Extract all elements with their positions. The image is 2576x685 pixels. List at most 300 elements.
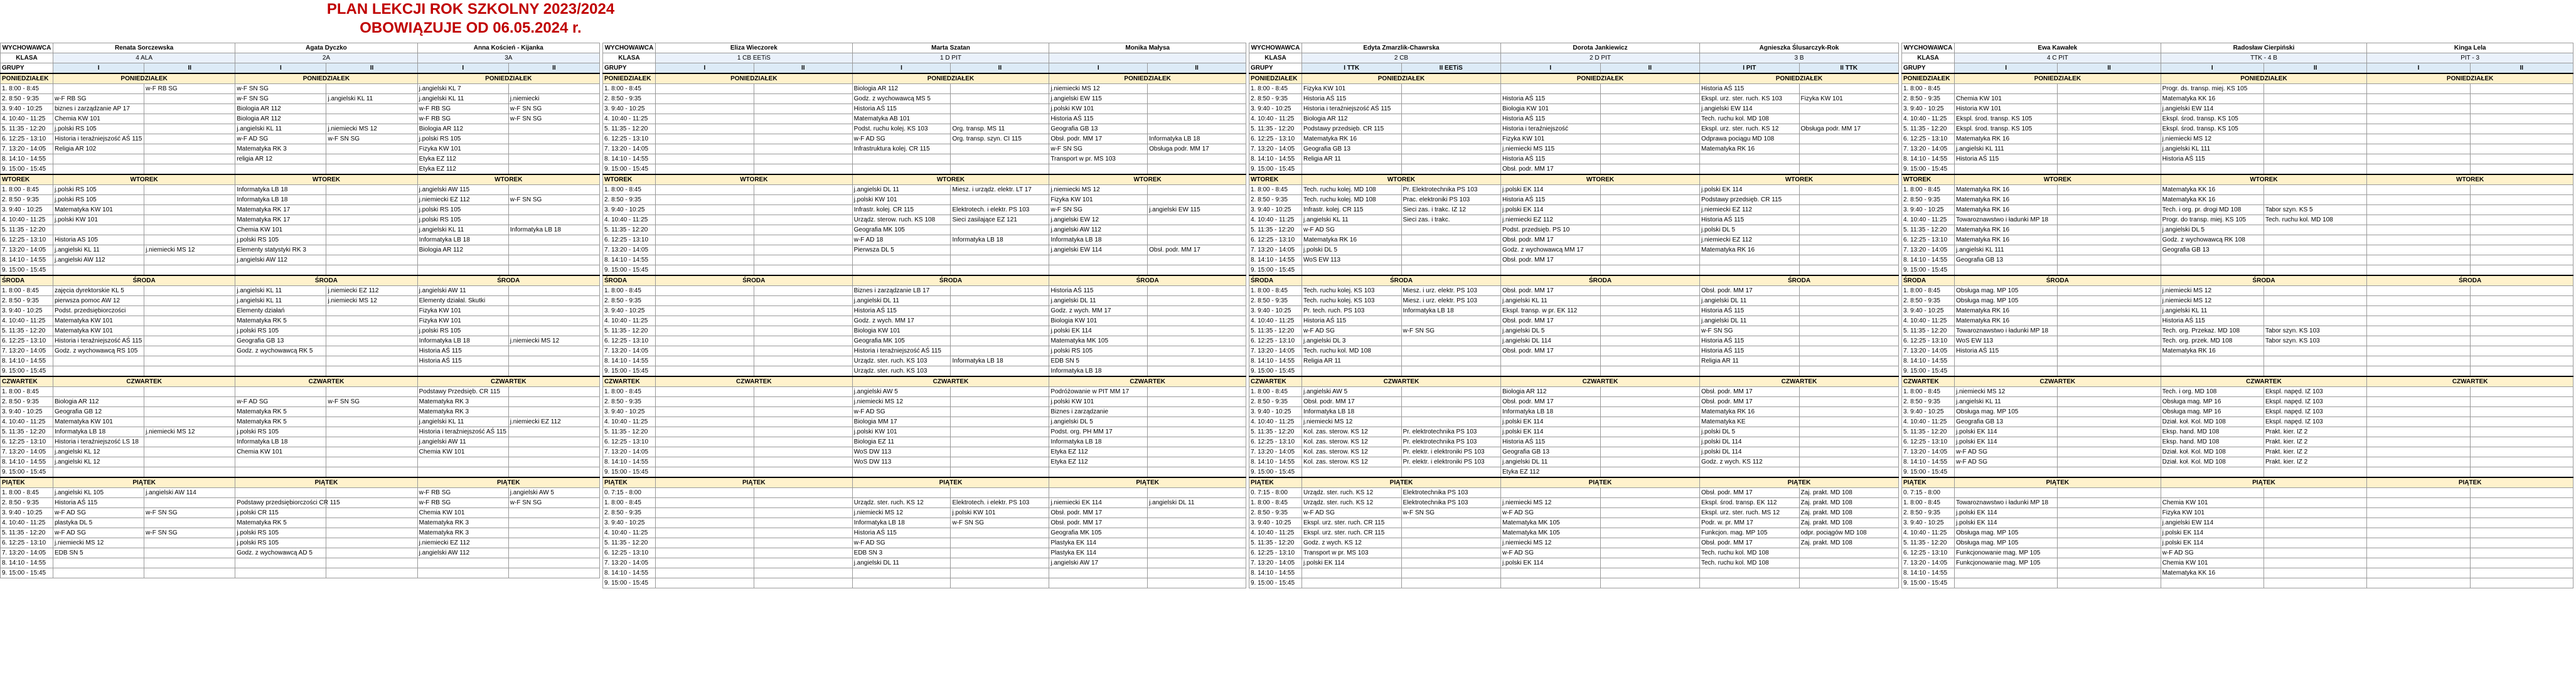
period-time: 7. 13:20 - 14:05 (1249, 558, 1302, 568)
lesson-cell (754, 245, 852, 255)
lesson-cell (144, 548, 235, 558)
lesson-row (1902, 346, 2573, 356)
lesson-cell: j.angielski KL 12 (53, 447, 144, 457)
period-time: 7. 13:20 - 14:05 (1249, 346, 1302, 356)
lesson-cell: Historia AŚ 115 (1955, 154, 2058, 164)
lesson-cell (754, 437, 852, 447)
lesson-cell (2367, 185, 2470, 195)
lesson-cell (144, 104, 235, 114)
lesson-cell: Urządz. ster. ruch. KS 103 (852, 356, 951, 366)
lesson-cell: j.polski KW 101 (852, 427, 951, 437)
lesson-cell (1148, 265, 1246, 276)
period-time: 8. 14:10 - 14:55 (603, 457, 656, 467)
lesson-cell: Ekspl. napęd. IZ 103 (2263, 407, 2366, 417)
lesson-cell (1401, 558, 1501, 568)
lesson-cell (508, 568, 599, 578)
lesson-cell (852, 578, 951, 588)
lesson-cell: j.niemiecki EZ 112 (1501, 215, 1601, 225)
lesson-cell (951, 427, 1049, 437)
lesson-cell (2367, 518, 2470, 528)
lesson-cell: j.angielski KL 111 (1955, 245, 2058, 255)
lesson-row (603, 457, 1246, 467)
lesson-row (1902, 548, 2573, 558)
day-name: PONIEDZIAŁEK (417, 73, 599, 84)
period-time: 9. 15:00 - 15:45 (1, 467, 53, 478)
lesson-row (1, 296, 600, 306)
lesson-row (603, 84, 1246, 94)
lesson-row (603, 417, 1246, 427)
lesson-cell (2161, 164, 2263, 175)
lesson-cell: Org. transp. szyn. CI 115 (951, 134, 1049, 144)
lesson-cell: Zaj. prakt. MD 108 (1799, 498, 1899, 508)
lesson-cell: j.angielski AW 11 (417, 286, 508, 296)
period-time: 1. 8:00 - 8:45 (1, 387, 53, 397)
lesson-cell: Urządz. sterow. ruch. KS 108 (852, 215, 951, 225)
groups-row (1902, 63, 2573, 74)
lesson-cell (951, 437, 1049, 447)
lesson-cell: j.polski KW 101 (951, 508, 1049, 518)
lesson-cell (1600, 235, 1700, 245)
period-time: 3. 9:40 - 10:25 (1902, 306, 1955, 316)
period-time: 6. 12:25 - 13:10 (1902, 437, 1955, 447)
lesson-cell: Informatyka LB 18 (1049, 235, 1148, 245)
period-time: 2. 8:50 - 9:35 (1902, 94, 1955, 104)
lesson-cell (2058, 306, 2161, 316)
lesson-cell (144, 316, 235, 326)
lesson-row (1249, 387, 1899, 397)
period-time: 6. 12:25 - 13:10 (603, 437, 656, 447)
lesson-cell: j.niemiecki MS 12 (1955, 387, 2058, 397)
lesson-row (1902, 255, 2573, 265)
period-time: 8. 14:10 - 14:55 (1, 255, 53, 265)
lesson-row (1902, 518, 2573, 528)
period-time: 2. 8:50 - 9:35 (1249, 94, 1302, 104)
lesson-row (1902, 568, 2573, 578)
lesson-cell (754, 286, 852, 296)
lesson-row (1902, 114, 2573, 124)
lesson-cell: Biologia AR 112 (235, 104, 326, 114)
lesson-cell (754, 235, 852, 245)
lesson-cell: Funkcjonowanie mag. MP 105 (1955, 558, 2058, 568)
lesson-cell: Etyka EZ 112 (417, 164, 508, 175)
lesson-cell (1600, 94, 1700, 104)
day-name: WTOREK (1302, 174, 1501, 185)
lesson-cell: Prakt. kier. IZ 2 (2263, 427, 2366, 437)
lesson-cell: Historia i teraźniejszość (1501, 124, 1601, 134)
lesson-row (1902, 144, 2573, 154)
lesson-cell: Ekspl. napęd. IZ 103 (2263, 417, 2366, 427)
period-time: 2. 8:50 - 9:35 (603, 195, 656, 205)
lesson-row (1902, 104, 2573, 114)
day-name: WTOREK (852, 174, 1049, 185)
lesson-row (1249, 265, 1899, 276)
lesson-cell (2367, 558, 2470, 568)
lesson-cell: j.niemiecki MS 12 (144, 245, 235, 255)
lesson-cell (951, 336, 1049, 346)
lesson-cell (1799, 154, 1899, 164)
day-header-row (1902, 174, 2573, 185)
lesson-cell (951, 457, 1049, 467)
lesson-cell (1600, 437, 1700, 447)
lesson-cell (951, 245, 1049, 255)
lesson-cell (1600, 144, 1700, 154)
lesson-cell (2367, 467, 2470, 478)
group-label: II (2470, 63, 2573, 74)
lesson-cell (2367, 225, 2470, 235)
lesson-cell: Biologia AR 112 (1501, 387, 1601, 397)
lesson-cell (656, 286, 754, 296)
lesson-cell: Matematyka RK 16 (2161, 346, 2263, 356)
lesson-cell (656, 235, 754, 245)
lesson-cell (1401, 225, 1501, 235)
lesson-row (1249, 558, 1899, 568)
period-time: 8. 14:10 - 14:55 (1249, 568, 1302, 578)
lesson-cell (235, 568, 326, 578)
lesson-cell (2470, 154, 2573, 164)
lesson-cell (2263, 558, 2366, 568)
lesson-cell (144, 397, 235, 407)
lesson-row (1, 316, 600, 326)
lesson-cell (1600, 104, 1700, 114)
lesson-cell (2367, 387, 2470, 397)
lesson-cell: Kol. zas. sterow. KS 12 (1302, 427, 1402, 437)
lesson-cell (1401, 397, 1501, 407)
lesson-cell: Podst. org. PH MM 17 (1049, 427, 1148, 437)
lesson-cell: Dział. koł. Kol. MD 108 (2161, 457, 2263, 467)
lesson-cell (2367, 134, 2470, 144)
class-name: 1 CB EETiS (656, 53, 853, 63)
day-name: CZWARTEK (1302, 376, 1501, 387)
period-time: 4. 10:40 - 11:25 (1249, 528, 1302, 538)
timetable-grid (1249, 43, 1899, 588)
lesson-cell (2367, 286, 2470, 296)
period-time: 3. 9:40 - 10:25 (1249, 407, 1302, 417)
lesson-cell (1799, 467, 1899, 478)
lesson-cell: j.angielski DL 11 (1700, 296, 1800, 306)
lesson-cell: j.polski RS 105 (235, 427, 326, 437)
lesson-cell (951, 346, 1049, 356)
period-time: 2. 8:50 - 9:35 (1249, 296, 1302, 306)
day-name: PONIEDZIAŁEK (603, 73, 656, 84)
lesson-cell: j.polski EK 114 (1955, 508, 2058, 518)
lesson-cell (1401, 538, 1501, 548)
lesson-cell: j.niemiecki MS 12 (326, 296, 417, 306)
day-header-row (1, 275, 600, 286)
lesson-cell (2263, 104, 2366, 114)
lesson-row (603, 104, 1246, 114)
lesson-cell (326, 538, 417, 548)
lesson-cell (754, 447, 852, 457)
lesson-cell (2367, 94, 2470, 104)
lesson-row (1902, 265, 2573, 276)
lesson-row (1, 568, 600, 578)
lesson-cell (754, 225, 852, 235)
lesson-cell: Podstawy Przedsięb. CR 115 (417, 387, 508, 397)
lesson-cell (508, 356, 599, 366)
lesson-cell (2367, 366, 2470, 377)
lesson-cell: Biologia AR 112 (1302, 114, 1402, 124)
lesson-cell (1148, 558, 1246, 568)
lesson-cell (508, 387, 599, 397)
lesson-cell (2367, 195, 2470, 205)
period-time: 3. 9:40 - 10:25 (1249, 306, 1302, 316)
lesson-cell: j.niemiecki MS 12 (1302, 417, 1402, 427)
period-time: 5. 11:35 - 12:20 (1249, 326, 1302, 336)
lesson-row (603, 407, 1246, 417)
lesson-cell (1401, 104, 1501, 114)
lesson-cell (2058, 427, 2161, 437)
day-header-row (1249, 275, 1899, 286)
lesson-cell: Matematyka RK 16 (1700, 245, 1800, 255)
lesson-cell: j.polski EK 114 (1955, 437, 2058, 447)
lesson-cell (951, 568, 1049, 578)
lesson-cell (53, 558, 144, 568)
teacher-row (1902, 43, 2573, 53)
lesson-cell (508, 296, 599, 306)
lesson-cell: j.polski EK 114 (1955, 427, 2058, 437)
lesson-cell (2263, 508, 2366, 518)
lesson-cell (235, 265, 326, 276)
lesson-cell (508, 548, 599, 558)
lesson-cell: Ekspl. urz. ster. ruch. CR 115 (1302, 518, 1402, 528)
lesson-cell (53, 568, 144, 578)
period-time: 4. 10:40 - 11:25 (1249, 417, 1302, 427)
lesson-cell (2470, 94, 2573, 104)
lesson-cell (1401, 366, 1501, 377)
period-time: 4. 10:40 - 11:25 (603, 215, 656, 225)
lesson-row (1249, 134, 1899, 144)
lesson-cell (235, 387, 326, 397)
lesson-row (1249, 407, 1899, 417)
period-time: 5. 11:35 - 12:20 (1249, 427, 1302, 437)
lesson-cell: Tabor szyn. KS 103 (2263, 336, 2366, 346)
day-name: PONIEDZIAŁEK (1700, 73, 1899, 84)
lesson-cell: w-F SN SG (144, 528, 235, 538)
lesson-cell: w-F AD SG (2161, 548, 2263, 558)
lesson-cell (1401, 346, 1501, 356)
lesson-cell (754, 195, 852, 205)
day-name: PONIEDZIAŁEK (1049, 73, 1246, 84)
lesson-row (1902, 296, 2573, 306)
day-name: CZWARTEK (53, 376, 235, 387)
period-time: 8. 14:10 - 14:55 (1249, 457, 1302, 467)
period-time: 4. 10:40 - 11:25 (1, 518, 53, 528)
lesson-cell (754, 326, 852, 336)
lesson-cell: Ekspl. transp. w pr. EK 112 (1501, 306, 1601, 316)
lesson-cell: w-F AD SG (1501, 548, 1601, 558)
lesson-cell (656, 427, 754, 437)
lesson-cell (508, 154, 599, 164)
lesson-cell (951, 265, 1049, 276)
label-klasa: KLASA (1249, 53, 1302, 63)
lesson-cell (1148, 548, 1246, 558)
lesson-cell (144, 387, 235, 397)
lesson-row (1902, 185, 2573, 195)
lesson-cell (754, 356, 852, 366)
lesson-cell (656, 407, 754, 417)
lesson-cell (951, 538, 1049, 548)
lesson-cell: Obsł. podr. MM 17 (1501, 316, 1601, 326)
lesson-row (1, 518, 600, 528)
lesson-cell (508, 518, 599, 528)
lesson-cell (326, 215, 417, 225)
lesson-cell (1302, 467, 1402, 478)
period-time: 5. 11:35 - 12:20 (1902, 427, 1955, 437)
group-label: II (951, 63, 1049, 74)
period-time: 9. 15:00 - 15:45 (1902, 366, 1955, 377)
lesson-cell (144, 558, 235, 568)
lesson-cell: Matematyka RK 16 (1955, 235, 2058, 245)
period-time: 2. 8:50 - 9:35 (1249, 508, 1302, 518)
lesson-row (1249, 457, 1899, 467)
day-name: PONIEDZIAŁEK (1249, 73, 1302, 84)
lesson-cell (1799, 104, 1899, 114)
lesson-cell (1799, 417, 1899, 427)
lesson-cell (754, 397, 852, 407)
lesson-cell: j.angielski AW 5 (1302, 387, 1402, 397)
lesson-cell (235, 558, 326, 568)
lesson-cell (951, 447, 1049, 457)
lesson-cell (144, 286, 235, 296)
lesson-cell (144, 94, 235, 104)
class-name (1049, 53, 1246, 63)
lesson-cell (326, 518, 417, 528)
lesson-row (603, 578, 1246, 588)
lesson-cell (2058, 215, 2161, 225)
lesson-row (1, 185, 600, 195)
lesson-cell (1148, 215, 1246, 225)
lesson-cell: Biologia KW 101 (1501, 104, 1601, 114)
lesson-cell (754, 104, 852, 114)
lesson-cell (508, 265, 599, 276)
lesson-cell (656, 94, 754, 104)
lesson-cell: Ekspl. urz. ster. ruch. KS 103 (1700, 94, 1800, 104)
period-time: 1. 8:00 - 8:45 (603, 84, 656, 94)
day-name: PIĄTEK (2161, 477, 2367, 488)
lesson-row (1, 94, 600, 104)
lesson-cell: Obsługa mag. MP 16 (2161, 407, 2263, 417)
period-time: 2. 8:50 - 9:35 (1902, 296, 1955, 306)
lesson-cell: w-F AD SG (1302, 326, 1402, 336)
lesson-cell: w-F AD SG (1302, 225, 1402, 235)
lesson-row (1249, 225, 1899, 235)
lesson-cell (754, 84, 852, 94)
lesson-cell: Informatyka LB 18 (951, 356, 1049, 366)
day-header-row (603, 275, 1246, 286)
lesson-cell (2058, 417, 2161, 427)
lesson-cell (1148, 326, 1246, 336)
lesson-cell: Geografia GB 13 (235, 336, 326, 346)
lesson-row (1249, 245, 1899, 255)
lesson-cell: Obsł. podr. MM 17 (1501, 255, 1601, 265)
lesson-cell (508, 235, 599, 245)
lesson-cell (656, 124, 754, 134)
lesson-cell: j.polski RS 105 (417, 134, 508, 144)
lesson-cell (144, 538, 235, 548)
period-time: 2. 8:50 - 9:35 (603, 94, 656, 104)
lesson-cell (1799, 326, 1899, 336)
lesson-row (1249, 417, 1899, 427)
period-time: 8. 14:10 - 14:55 (1249, 356, 1302, 366)
lesson-cell (656, 336, 754, 346)
class-row (603, 53, 1246, 63)
lesson-row (1, 548, 600, 558)
lesson-row (1902, 488, 2573, 498)
lesson-cell (2470, 265, 2573, 276)
lesson-cell: zajęcia dyrektorskie KL 5 (53, 286, 144, 296)
lesson-cell (235, 488, 326, 498)
lesson-cell (1600, 387, 1700, 397)
class-name: TTK - 4 B (2161, 53, 2367, 63)
lesson-cell (754, 185, 852, 195)
lesson-cell: Matematyka RK 16 (1700, 144, 1800, 154)
lesson-row (1902, 84, 2573, 94)
group-label: II (1600, 63, 1700, 74)
lesson-cell (656, 326, 754, 336)
lesson-cell: Ekspl. środ. transp. KS 105 (1955, 124, 2058, 134)
teacher-name: Anna Koścień - Kijanka (417, 43, 599, 53)
lesson-cell (656, 467, 754, 478)
lesson-cell: j.polski KW 101 (852, 195, 951, 205)
lesson-cell: j.polski RS 105 (235, 326, 326, 336)
lesson-cell: j.polski RS 105 (53, 185, 144, 195)
lesson-cell: Prakt. kier. IZ 2 (2263, 437, 2366, 447)
lesson-cell: Historia AŚ 115 (1049, 114, 1148, 124)
lesson-cell (2058, 447, 2161, 457)
day-name: CZWARTEK (1049, 376, 1246, 387)
label-grupy: GRUPY (1249, 63, 1302, 74)
lesson-row (1, 498, 600, 508)
lesson-cell (2263, 144, 2366, 154)
lesson-cell (951, 558, 1049, 568)
lesson-cell (2470, 225, 2573, 235)
lesson-cell: w-F RB SG (53, 94, 144, 104)
lesson-cell (508, 144, 599, 154)
lesson-cell (951, 306, 1049, 316)
lesson-cell: Ekspl. urz. ster. ruch. KS 12 (1700, 124, 1800, 134)
lesson-cell (1700, 164, 1800, 175)
lesson-cell: Historia AŚ 115 (852, 104, 951, 114)
lesson-row (1902, 407, 2573, 417)
class-row (1902, 53, 2573, 63)
class-block (0, 43, 600, 682)
day-name: PONIEDZIAŁEK (53, 73, 235, 84)
lesson-row (1249, 154, 1899, 164)
period-time: 9. 15:00 - 15:45 (1, 164, 53, 175)
lesson-cell (144, 336, 235, 346)
lesson-cell (2263, 568, 2366, 578)
period-time: 0. 7:15 - 8:00 (603, 488, 656, 498)
period-time: 0. 7:15 - 8:00 (1249, 488, 1302, 498)
lesson-row (1902, 467, 2573, 478)
lesson-cell (1700, 265, 1800, 276)
lesson-cell (951, 488, 1049, 498)
lesson-cell (1401, 235, 1501, 245)
day-name: PONIEDZIAŁEK (852, 73, 1049, 84)
lesson-cell (754, 306, 852, 316)
lesson-cell: Elektrotechnika PS 103 (1401, 488, 1501, 498)
teacher-row (603, 43, 1246, 53)
lesson-cell: Tech. ruchu kol. MD 108 (1700, 558, 1800, 568)
lesson-cell: Obsł. podr. MM 17 (1700, 538, 1800, 548)
lesson-cell: Matematyka KW 101 (53, 205, 144, 215)
lesson-row (1249, 548, 1899, 558)
lesson-row (603, 336, 1246, 346)
lesson-cell (656, 568, 754, 578)
lesson-cell: j.polski RS 105 (417, 215, 508, 225)
lesson-cell (656, 578, 754, 588)
period-time: 9. 15:00 - 15:45 (603, 467, 656, 478)
